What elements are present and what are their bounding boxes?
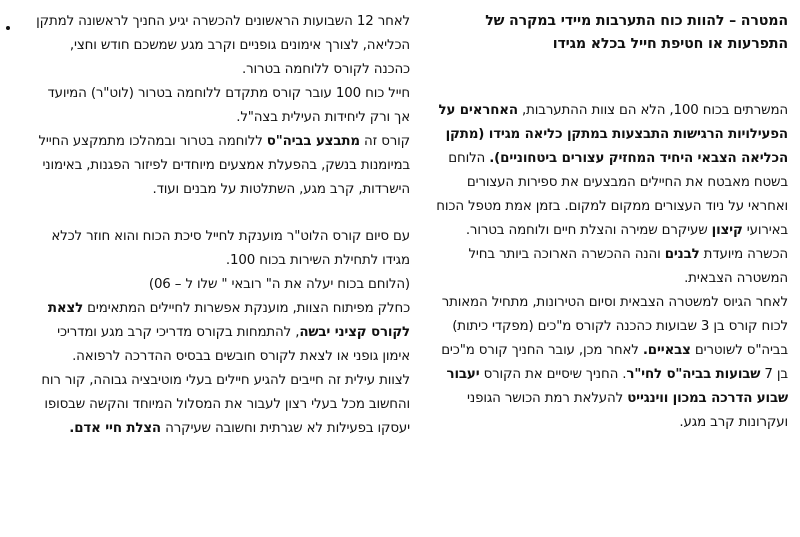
unit-responsibility: האחראים על הפעילויות הרגישות התבצעות במתקן כליאה מגידו (מתקן הכליאה הצבאי היחיד המחזיק עצורים ביטחוניים). bbox=[438, 103, 788, 166]
career-options-rest: , להתמחות בקורס מדריכי קרב מגע ומדריכי אימון גופני או לצאת לקורס חובשים בבסיס ההדרכה לרפואה. bbox=[57, 325, 410, 364]
rifleman-note: (הלוחם בכוח יעלה את ה" רובאי " שלו ל – 06) bbox=[148, 277, 410, 292]
lotar-details bbox=[32, 130, 410, 202]
career-options-bold: לצאת לקורס קציני יבשה bbox=[47, 301, 410, 340]
requirements-text: לצוות עילית זה חייבים להגיע חיילים בעלי מוטיבציה גבוהה, קור רוח והחשוב מכל בעלי רצון לעבור את המסלול המיוחד והקשה שבסופו יעסקו בפעילות לא שגרתית וחשובה שעיקרה bbox=[41, 373, 410, 436]
lotar-details-bold: מתבצע בביה"ס bbox=[266, 134, 360, 149]
unit-duties: הלוחם בשטח מאבטח את החיילים המבצעים את ספירות העצורים ואחראי על ניוד העצורים ממקום למקום. בזמן אמת מטפל הכוח באירועי bbox=[436, 151, 788, 238]
training-path-text4: להעלאת רמת הכושר הגופני ועקרונות קרב מגע. bbox=[467, 391, 788, 430]
course-completion: עם סיום קורס הלוט"ר מוענקת לחייל סיכת הכוח והוא חוזר לכלא מגידו לתחילת השירות בכוח 100. bbox=[51, 229, 410, 268]
lotar-details-text: קורס זה bbox=[359, 134, 410, 149]
goal-heading: המטרה – להוות כוח התערבות מיידי במקרה של התפרעות או חטיפת חייל בכלא מגידו bbox=[485, 13, 788, 52]
first-weeks: לאחר 12 השבועות הראשונים להכשרה יגיע החניך לראשונה למתקן הכליאה, לצורך אימונים גופניים וקרב מגע שמשכם חודש וחצי, כהכנה לקורס ללוחמה בטרור. bbox=[36, 14, 410, 77]
left-column bbox=[32, 10, 410, 441]
unit-intro: המשרתים בכוח 100, הלא הם צוות ההתערבות, bbox=[522, 103, 788, 118]
extreme-word: קיצון bbox=[711, 223, 743, 238]
training-path-bold3: יעבור שבוע הדרכה במכון ווינגייט bbox=[446, 367, 788, 406]
requirements bbox=[32, 369, 410, 441]
training-path-text: לאחר הגיוס למשטרה הצבאית וסיום הטירונות, מתחיל המאותר לכוח קורס בן 3 שבועות כהכנה לקורס מ"כים (מפקדי כיתות) בביה"ס לשוטרים bbox=[441, 295, 788, 358]
unit-duties-end: והנה ההכשרה הארוכה ביותר בחיל המשטרה הצבאית. bbox=[468, 247, 788, 286]
lotar-course: חייל כוח 100 עובר קורס מתקדם ללוחמה בטרור (לוט"ר) המיועד אך ורק ליחידות העילית בצה"ל. bbox=[47, 86, 410, 125]
lotar-details-rest: ללוחמה בטרור ובמהלכו מתמקצע החייל במיומנות בנשק, בהפעלת אמצעים מיוחדים לפיזור הפגנות, באימוני הישרדות, קרב מגע, השתלטות על מבנים ועוד. bbox=[38, 134, 410, 197]
saving-lives: הצלת חיי אדם. bbox=[69, 421, 161, 436]
training-path-bold1: צבאיים. bbox=[642, 343, 691, 358]
career-options bbox=[32, 297, 410, 369]
unit-duties-cont: שעיקרם שמירה והצלת חיים ולוחמה בטרור. הכשרה מיועדת bbox=[465, 223, 788, 262]
training-path-bold2: שבועות בביה"ס לחי"ר bbox=[626, 367, 761, 382]
right-column bbox=[432, 10, 788, 435]
men-word: לבנים bbox=[664, 247, 700, 262]
training-path-text2: לאחר מכן, עובר החניך קורס מ"כים בן 7 bbox=[441, 343, 788, 382]
training-path bbox=[432, 291, 788, 435]
career-options-text: כחלק מפיתוח הצוות, מוענקת אפשרות לחיילים המתאימים bbox=[83, 301, 410, 316]
training-path-text3: . החניך שיסיים את הקורס bbox=[479, 367, 627, 382]
bullet-dot bbox=[6, 26, 10, 30]
unit-description bbox=[432, 99, 788, 291]
